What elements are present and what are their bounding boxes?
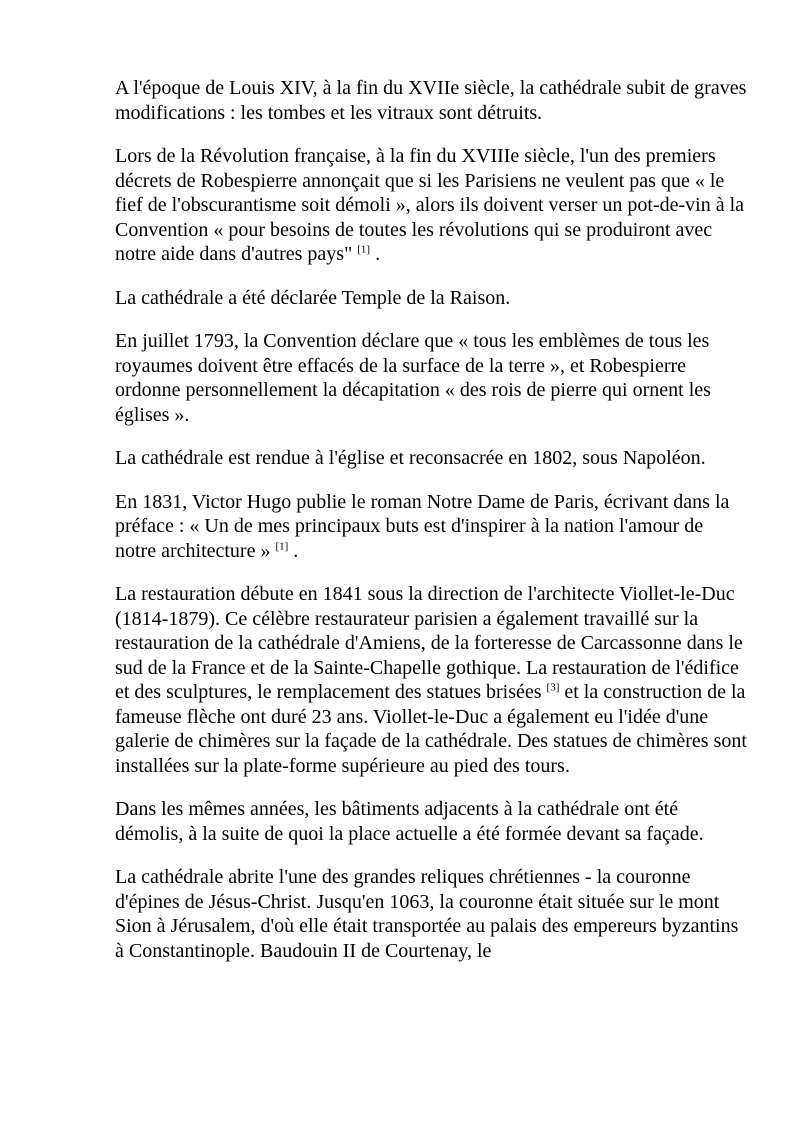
paragraph-text-after: et la construction de la fameuse flèche ont duré 23 ans. Viollet-le-Duc a également eu l'idée d'une galerie de chimères sur la façade de la cathédrale. Des statues de chimères sont installées sur la plate-forme supérieure au pied des tours. <box>115 681 747 777</box>
paragraph-text: La cathédrale a été déclarée Temple de la Raison. <box>115 286 511 309</box>
paragraph-text: La restauration débute en 1841 sous la direction de l'architecte Viollet-le-Duc (1814-1879). Ce célèbre restaurateur parisien a également travaillé sur la restauration de la cathédrale d'Amiens, de la forteresse de Carcassonne dans le sud de la France et de la Sainte-Chapelle gothique. La restauration de l'édifice et des sculptures, le remplacement des statues brisées <box>115 583 743 703</box>
paragraph-text: En 1831, Victor Hugo publie le roman Notre Dame de Paris, écrivant dans la préface : « Un de mes principaux buts est d'inspirer à la nation l'amour de notre architecture » <box>115 490 730 562</box>
paragraph-text: A l'époque de Louis XIV, à la fin du XVIIe siècle, la cathédrale subit de graves modifications : les tombes et les vitraux sont détruits. <box>115 77 747 124</box>
paragraph-text: Dans les mêmes années, les bâtiments adjacents à la cathédrale ont été démolis, à la suite de quoi la place actuelle a été formée devant sa façade. <box>115 798 704 845</box>
paragraph-temple-raison <box>115 286 747 311</box>
footnote-ref[interactable]: [1] <box>357 243 371 256</box>
paragraph-text: En juillet 1793, la Convention déclare que « tous les emblèmes de tous les royaumes doivent être effacés de la surface de la terre », et Robespierre ordonne personnellement la décapitation « des rois de pierre qui ornent les églises ». <box>115 330 711 426</box>
paragraph-text-after: . <box>288 539 299 562</box>
paragraph-juillet-1793 <box>115 329 747 427</box>
paragraph-batiments <box>115 797 747 846</box>
paragraph-victor-hugo <box>115 490 747 564</box>
paragraph-louis-xiv <box>115 76 747 125</box>
paragraph-1802 <box>115 446 747 471</box>
paragraph-text: La cathédrale est rendue à l'église et reconsacrée en 1802, sous Napoléon. <box>115 447 706 469</box>
paragraph-restauration <box>115 582 747 778</box>
document-page <box>115 76 747 982</box>
footnote-ref[interactable]: [1] <box>275 539 289 552</box>
paragraph-text-after: . <box>370 243 381 265</box>
paragraph-revolution <box>115 144 747 267</box>
paragraph-text: Lors de la Révolution française, à la fin du XVIIIe siècle, l'un des premiers décrets de Robespierre annonçait que si les Parisiens ne veulent pas que « le fief de l'obscurantisme soit démoli », alors ils doivent verser un pot-de-vin à la Convention « pour besoins de toutes les révolutions qui se produiront avec notre aide dans d'autres pays" <box>115 145 745 265</box>
paragraph-text: La cathédrale abrite l'une des grandes reliques chrétiennes - la couronne d'épines de Jésus-Christ. Jusqu'en 1063, la couronne était située sur le mont Sion à Jérusalem, d'où elle était transportée au palais des empereurs byzantins à Constantinople. Baudouin II de Courtenay, le <box>115 866 739 962</box>
footnote-ref[interactable]: [3] <box>546 681 560 694</box>
paragraph-reliques <box>115 865 747 963</box>
